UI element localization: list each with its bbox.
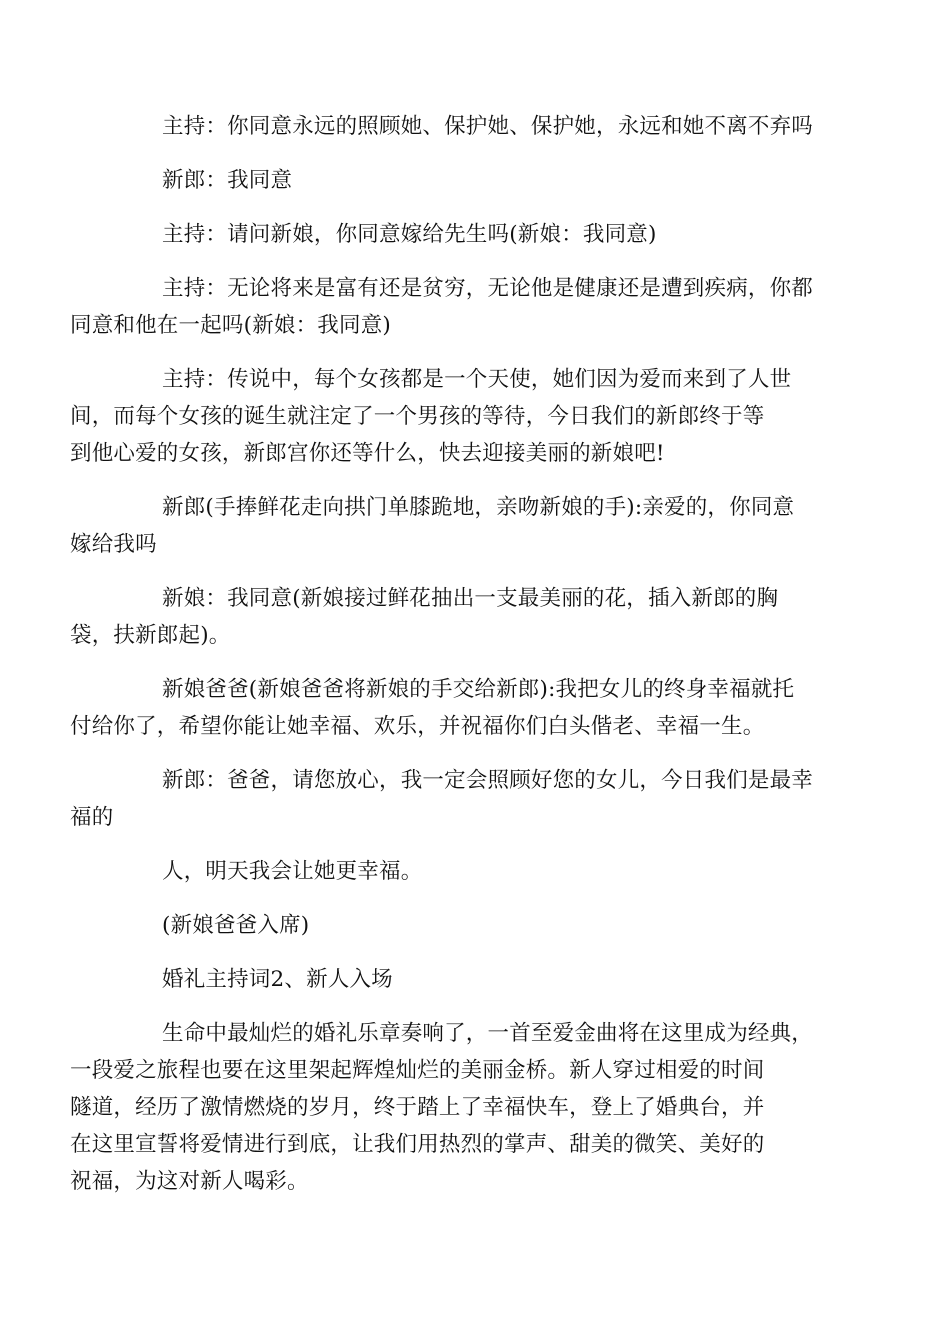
text-line: 人，明天我会让她更幸福。 (162, 859, 423, 884)
text-line: 福的 (70, 805, 114, 830)
paragraph-stage-direction (116, 907, 836, 944)
paragraph-groom-proposal (70, 489, 836, 563)
text-line: 主持：无论将来是富有还是贫穷，无论他是健康还是遭到疾病，你都 (162, 276, 814, 301)
paragraph-groom-promise-continued (116, 853, 836, 890)
text-line: 主持：请问新娘，你同意嫁给先生吗(新娘：我同意) (162, 222, 657, 247)
text-line: 婚礼主持词2、新人入场 (162, 967, 393, 992)
text-line: 新郎：我同意 (162, 168, 293, 193)
text-line: 付给你了，希望你能让她幸福、欢乐，并祝福你们白头偕老、幸福一生。 (70, 714, 765, 739)
paragraph-groom-agrees (116, 162, 836, 199)
paragraph-bride-father (70, 671, 836, 745)
paragraph-groom-promise (70, 762, 836, 836)
paragraph-bride-accepts (70, 580, 836, 654)
text-line: 新郎：爸爸，请您放心，我一定会照顾好您的女儿，今日我们是最幸 (162, 768, 814, 793)
text-line: 主持：传说中，每个女孩都是一个天使，她们因为爱而来到了人世 (162, 367, 792, 392)
paragraph-entrance-speech (70, 1015, 836, 1200)
section-heading (116, 961, 836, 998)
document-body (70, 108, 836, 1200)
text-line: 间，而每个女孩的诞生就注定了一个男孩的等待，今日我们的新郎终于等 (70, 404, 765, 429)
text-line: (新娘爸爸入席) (162, 913, 310, 938)
text-line: 嫁给我吗 (70, 532, 157, 557)
text-line: 同意和他在一起吗(新娘：我同意) (70, 313, 391, 338)
text-line: 一段爱之旅程也要在这里架起辉煌灿烂的美丽金桥。新人穿过相爱的时间 (70, 1058, 765, 1083)
paragraph-host-question-bride (116, 216, 836, 253)
text-line: 在这里宣誓将爱情进行到底，让我们用热烈的掌声、甜美的微笑、美好的 (70, 1132, 765, 1157)
text-line: 袋，扶新郎起)。 (70, 623, 231, 648)
paragraph-host-question-groom (116, 108, 836, 145)
text-line: 祝福，为这对新人喝彩。 (70, 1169, 309, 1194)
text-line: 主持：你同意永远的照顾她、保护她、保护她，永远和她不离不弃吗 (162, 114, 814, 139)
paragraph-host-vow (70, 270, 836, 344)
text-line: 新娘：我同意(新娘接过鲜花抽出一支最美丽的花，插入新郎的胸 (162, 586, 779, 611)
text-line: 生命中最灿烂的婚礼乐章奏响了，一首至爱金曲将在这里成为经典， (162, 1021, 814, 1046)
paragraph-host-legend (70, 361, 836, 472)
text-line: 新郎(手捧鲜花走向拱门单膝跪地，亲吻新娘的手):亲爱的，你同意 (162, 495, 795, 520)
text-line: 到他心爱的女孩，新郎宫你还等什么，快去迎接美丽的新娘吧! (70, 441, 665, 466)
text-line: 隧道，经历了激情燃烧的岁月，终于踏上了幸福快车，登上了婚典台，并 (70, 1095, 765, 1120)
text-line: 新娘爸爸(新娘爸爸将新娘的手交给新郎):我把女儿的终身幸福就托 (162, 677, 795, 702)
